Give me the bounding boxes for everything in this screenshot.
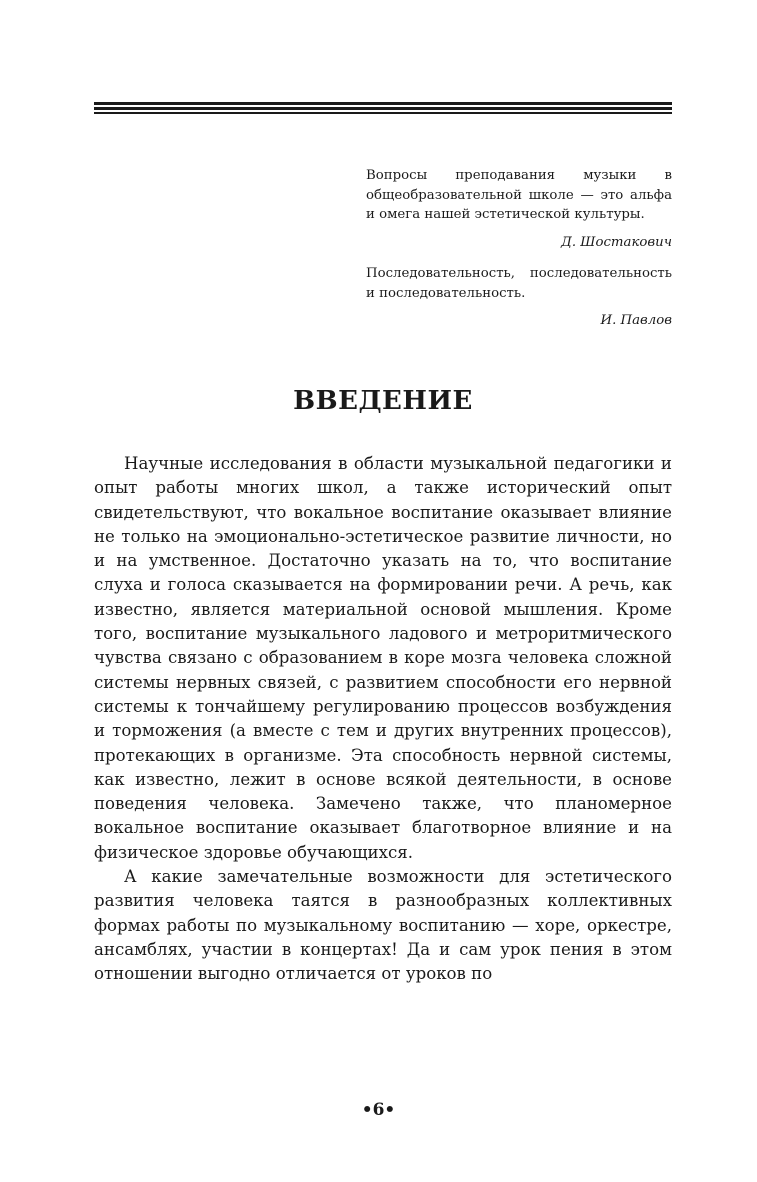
epigraph-author: И. Павлов bbox=[600, 313, 672, 328]
epigraph-text: Вопросы преподавания музыки в общеобразовательной школе — это альфа и омега нашей эстетической культуры. bbox=[366, 168, 672, 222]
header-rule-bottom bbox=[94, 112, 672, 114]
paragraph: А какие замечательные возможности для эстетического развития человека таятся в разнообразных коллективных формах работы по музыкальному воспитанию — хоре, оркестре, ансамблях, участии в концертах! Да и сам урок пения в этом отношении выгодно отличается от уроков по bbox=[94, 867, 672, 984]
body-text bbox=[94, 452, 672, 987]
page-number: •6• bbox=[361, 1100, 396, 1120]
chapter-title: ВВЕДЕНИЕ bbox=[293, 386, 473, 416]
epigraph-pavlov bbox=[366, 264, 672, 331]
header-rule-top bbox=[94, 102, 672, 105]
epigraph-block bbox=[366, 166, 672, 331]
epigraph-author: Д. Шостакович bbox=[561, 234, 672, 250]
paragraph: Научные исследования в области музыкальной педагогики и опыт работы многих школ, а также исторический опыт свидетельствуют, что вокальное воспитание оказывает влияние не только на эмоционально-эстетическое развитие личности, но и на умственное. Достаточно указать на то, что воспитание слуха и голоса сказывается на формировании речи. А речь, как известно, является материальной основой мышления. Кроме того, воспитание музыкального ладового и метроритмического чувства связано с образованием в коре мозга человека сложной системы нервных связей, с развитием способности его нервной системы к тончайшему регулированию процессов возбуждения и торможения (а вместе с тем и других внутренних процессов), протекающих в организме. Эта способность нервной системы, как известно, лежит в основе всякой деятельности, в основе поведения человека. Замечено также, что планомерное вокальное воспитание оказывает благотворное влияние и на физическое здоровье обучающихся. bbox=[94, 454, 672, 862]
header-rule-middle bbox=[94, 107, 672, 110]
epigraph-shostakovich bbox=[366, 166, 672, 252]
epigraph-text: Последовательность, последовательность и последовательность. bbox=[366, 266, 672, 301]
